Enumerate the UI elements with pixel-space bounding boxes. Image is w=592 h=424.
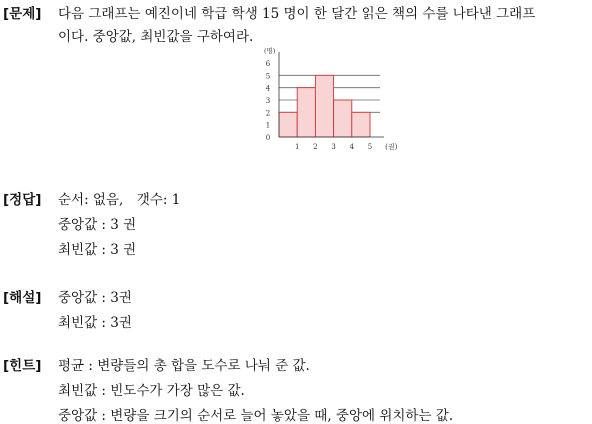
bar-1 (279, 112, 297, 137)
hint-line1: 평균 : 변량들의 총 합을 도수로 나눠 준 값. (58, 358, 310, 374)
problem-text-line2: 이다. 중앙값, 최빈값을 구하여라. (58, 29, 254, 45)
problem-text-line1: 다음 그래프는 예진이네 학급 학생 15 명이 한 달간 읽은 책의 수를 나타낸 그래프 (58, 6, 536, 22)
answer-line1: 순서: 없음, 갯수: 1 (58, 192, 181, 208)
bar-2 (297, 88, 315, 137)
explanation-line2: 최빈값 : 3권 (58, 315, 132, 331)
y-tick-label: 0 (265, 134, 271, 142)
x-axis-label: (권) (385, 143, 398, 151)
explanation-label: [해설] (3, 290, 42, 306)
x-tick-label: 1 (294, 143, 300, 151)
y-tick-label: 2 (265, 109, 271, 118)
problem-label: [문제] (3, 6, 42, 22)
bar-3 (315, 75, 333, 137)
answer-label: [정답] (3, 192, 42, 208)
bar-4 (334, 100, 352, 137)
explanation-line1: 중앙값 : 3권 (58, 290, 132, 306)
y-tick-label: 6 (265, 60, 271, 68)
hint-label: [힌트] (3, 358, 42, 374)
y-tick-label: 4 (265, 84, 271, 93)
y-tick-label: 3 (265, 97, 271, 105)
answer-line3: 최빈값 : 3 권 (58, 242, 137, 258)
hint-line3: 중앙값 : 변량을 크기의 순서로 늘어 놓았을 때, 중앙에 위치하는 값. (58, 408, 454, 424)
histogram-chart (250, 46, 410, 154)
y-tick-label: 5 (265, 72, 271, 81)
hint-line2: 최빈값 : 빈도수가 가장 많은 값. (58, 383, 245, 399)
x-tick-label: 5 (367, 143, 373, 151)
x-tick-label: 2 (313, 143, 318, 151)
x-tick-label: 3 (331, 143, 336, 151)
answer-line2: 중앙값 : 3 권 (58, 217, 137, 233)
bar-5 (352, 112, 370, 137)
x-tick-label: 4 (349, 143, 355, 151)
y-tick-label: 1 (265, 121, 271, 130)
y-axis-label: (명) (264, 47, 276, 55)
